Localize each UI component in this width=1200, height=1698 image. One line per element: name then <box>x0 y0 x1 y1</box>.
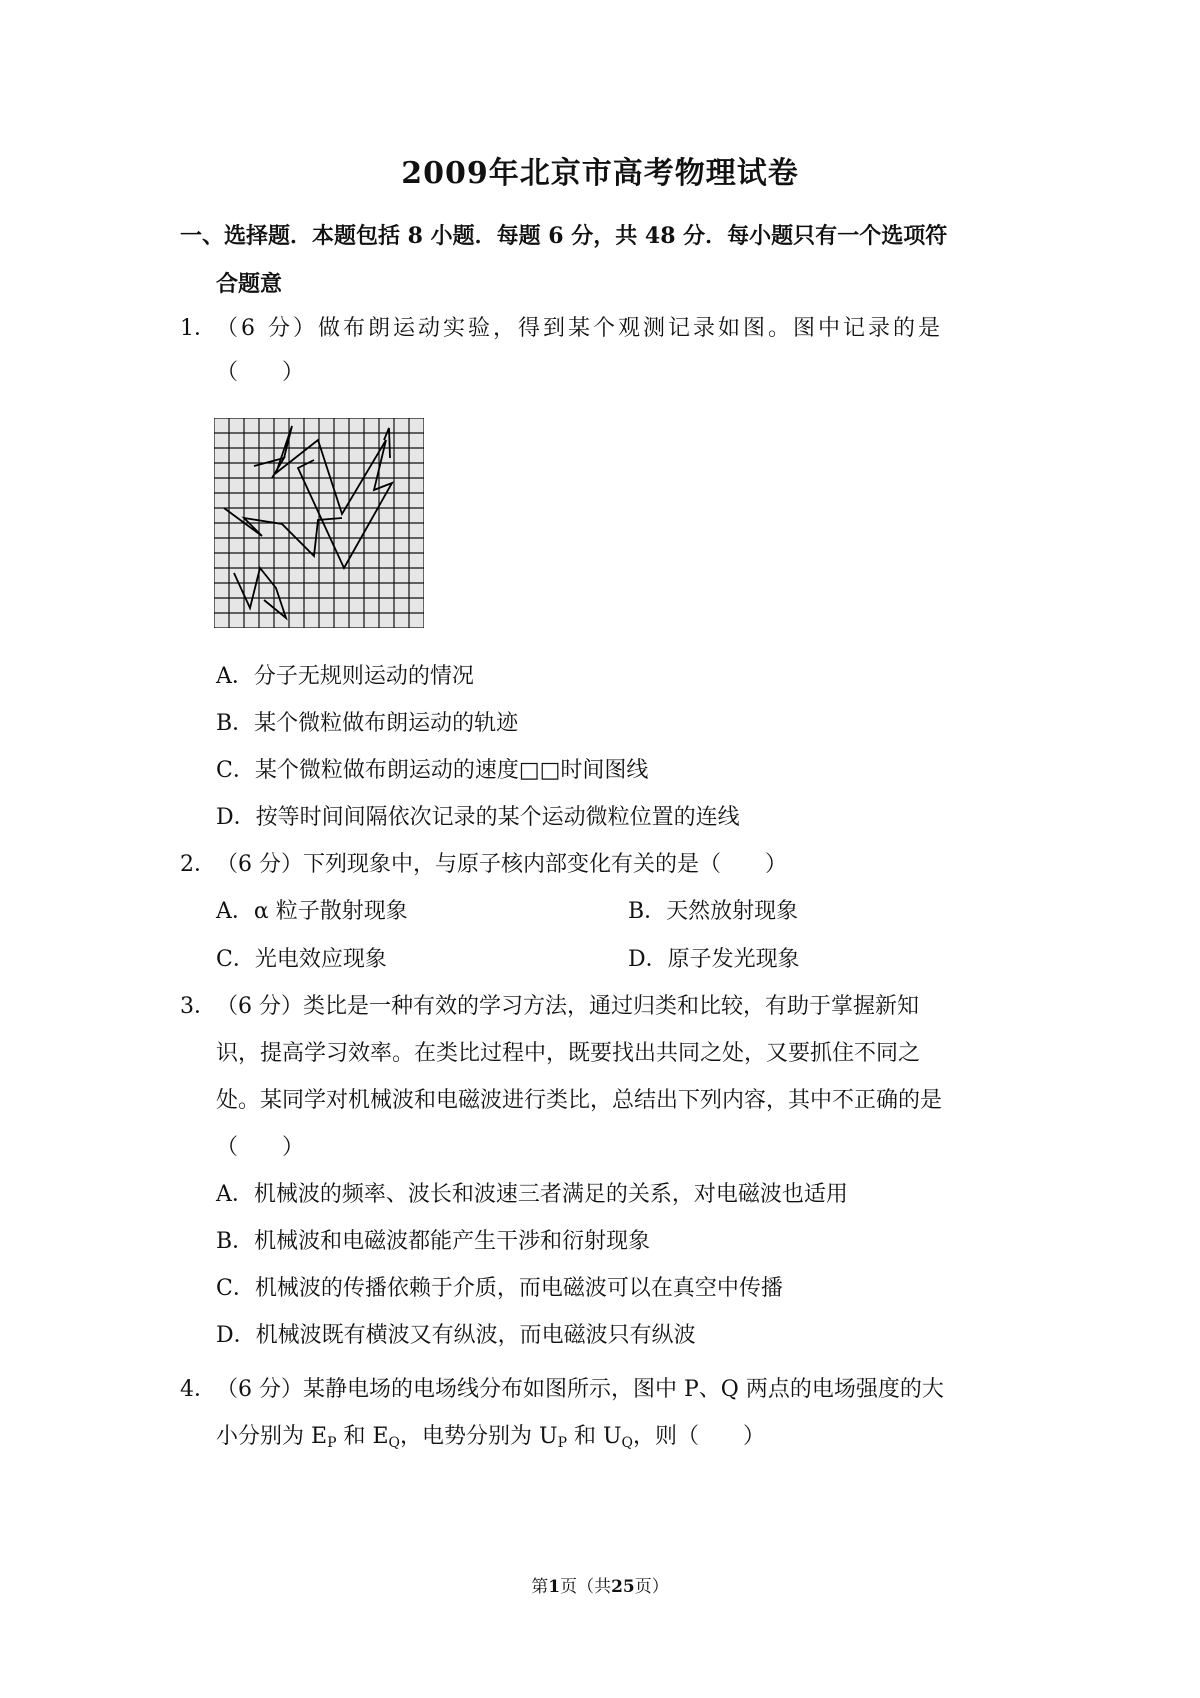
q2-stem <box>180 848 787 882</box>
section-line-1: 一、选择题．本题包括 8 小题．每题 6 分，共 48 分．每小题只有一个选项符 <box>180 223 948 249</box>
q2-option-d: D．原子发光现象 <box>628 947 800 972</box>
page-title: 2009年北京市高考物理试卷 <box>401 156 799 191</box>
footer-prefix: 第 <box>531 1577 549 1597</box>
q3-text-1: （6 分）类比是一种有效的学习方法，通过归类和比较，有助于掌握新知 <box>216 994 919 1019</box>
q3-option-c: C．机械波的传播依赖于介质，而电磁波可以在真空中传播 <box>216 1276 783 1301</box>
q4-text-2d: 和 U <box>574 1424 622 1449</box>
q3-stem-line-2: 识，提高学习效率。在类比过程中，既要找出共同之处，又要抓住不同之 <box>216 1041 921 1066</box>
q3-option-b: B．机械波和电磁波都能产生干涉和衍射现象 <box>216 1229 651 1254</box>
brownian-motion-figure <box>214 418 424 628</box>
q4-text-2b: 和 E <box>343 1424 389 1449</box>
q3-number: 3． <box>180 994 216 1019</box>
footer-total-pages: 25 <box>611 1577 635 1597</box>
q2-number: 2． <box>180 852 216 877</box>
q1-number: 1． <box>180 316 216 341</box>
q4-text-2c: ，电势分别为 U <box>400 1424 558 1449</box>
q2-text: （6 分）下列现象中，与原子核内部变化有关的是（ ） <box>216 852 787 877</box>
q4-sub-q2: Q <box>621 1435 634 1451</box>
q3-stem-line-1 <box>180 990 919 1024</box>
q4-text-2e: ，则（ ） <box>633 1424 766 1449</box>
q1-option-c: C．某个微粒做布朗运动的速度□□时间图线 <box>216 758 649 783</box>
q4-sub-q: Q <box>388 1435 401 1451</box>
q4-number: 4． <box>180 1377 216 1402</box>
q2-option-b: B．天然放射现象 <box>628 899 799 924</box>
q4-text-1: （6 分）某静电场的电场线分布如图所示，图中 P、Q 两点的电场强度的大 <box>216 1377 944 1402</box>
section-line-2: 合题意 <box>216 271 283 297</box>
page-footer <box>0 1572 1200 1597</box>
q4-stem-line-2 <box>216 1420 765 1460</box>
footer-mid: 页（共 <box>560 1577 612 1597</box>
q3-option-a: A．机械波的频率、波长和波速三者满足的关系，对电磁波也适用 <box>216 1182 848 1207</box>
q4-sub-p2: P <box>557 1435 567 1451</box>
q4-stem-line-1 <box>180 1373 944 1407</box>
q1-option-d: D．按等时间间隔依次记录的某个运动微粒位置的连线 <box>216 805 740 830</box>
q3-stem-line-3: 处。某同学对机械波和电磁波进行类比，总结出下列内容，其中不正确的是 <box>216 1088 943 1113</box>
q1-stem <box>180 312 943 346</box>
footer-suffix: 页） <box>634 1577 669 1597</box>
q3-blank: （ ） <box>216 1135 305 1160</box>
q4-text-2a: 小分别为 E <box>216 1424 328 1449</box>
q2-option-a: A．α 粒子散射现象 <box>216 899 408 924</box>
q1-text: （6 分）做布朗运动实验，得到某个观测记录如图。图中记录的是 <box>216 316 943 341</box>
q1-option-a: A．分子无规则运动的情况 <box>216 664 474 689</box>
footer-page-number: 1 <box>548 1577 561 1597</box>
section-heading <box>180 212 1030 308</box>
q1-option-b: B．某个微粒做布朗运动的轨迹 <box>216 711 519 736</box>
q3-option-d: D．机械波既有横波又有纵波，而电磁波只有纵波 <box>216 1323 696 1348</box>
q1-blank: （ ） <box>216 360 305 385</box>
q2-option-c: C．光电效应现象 <box>216 947 387 972</box>
q4-sub-p: P <box>327 1435 337 1451</box>
